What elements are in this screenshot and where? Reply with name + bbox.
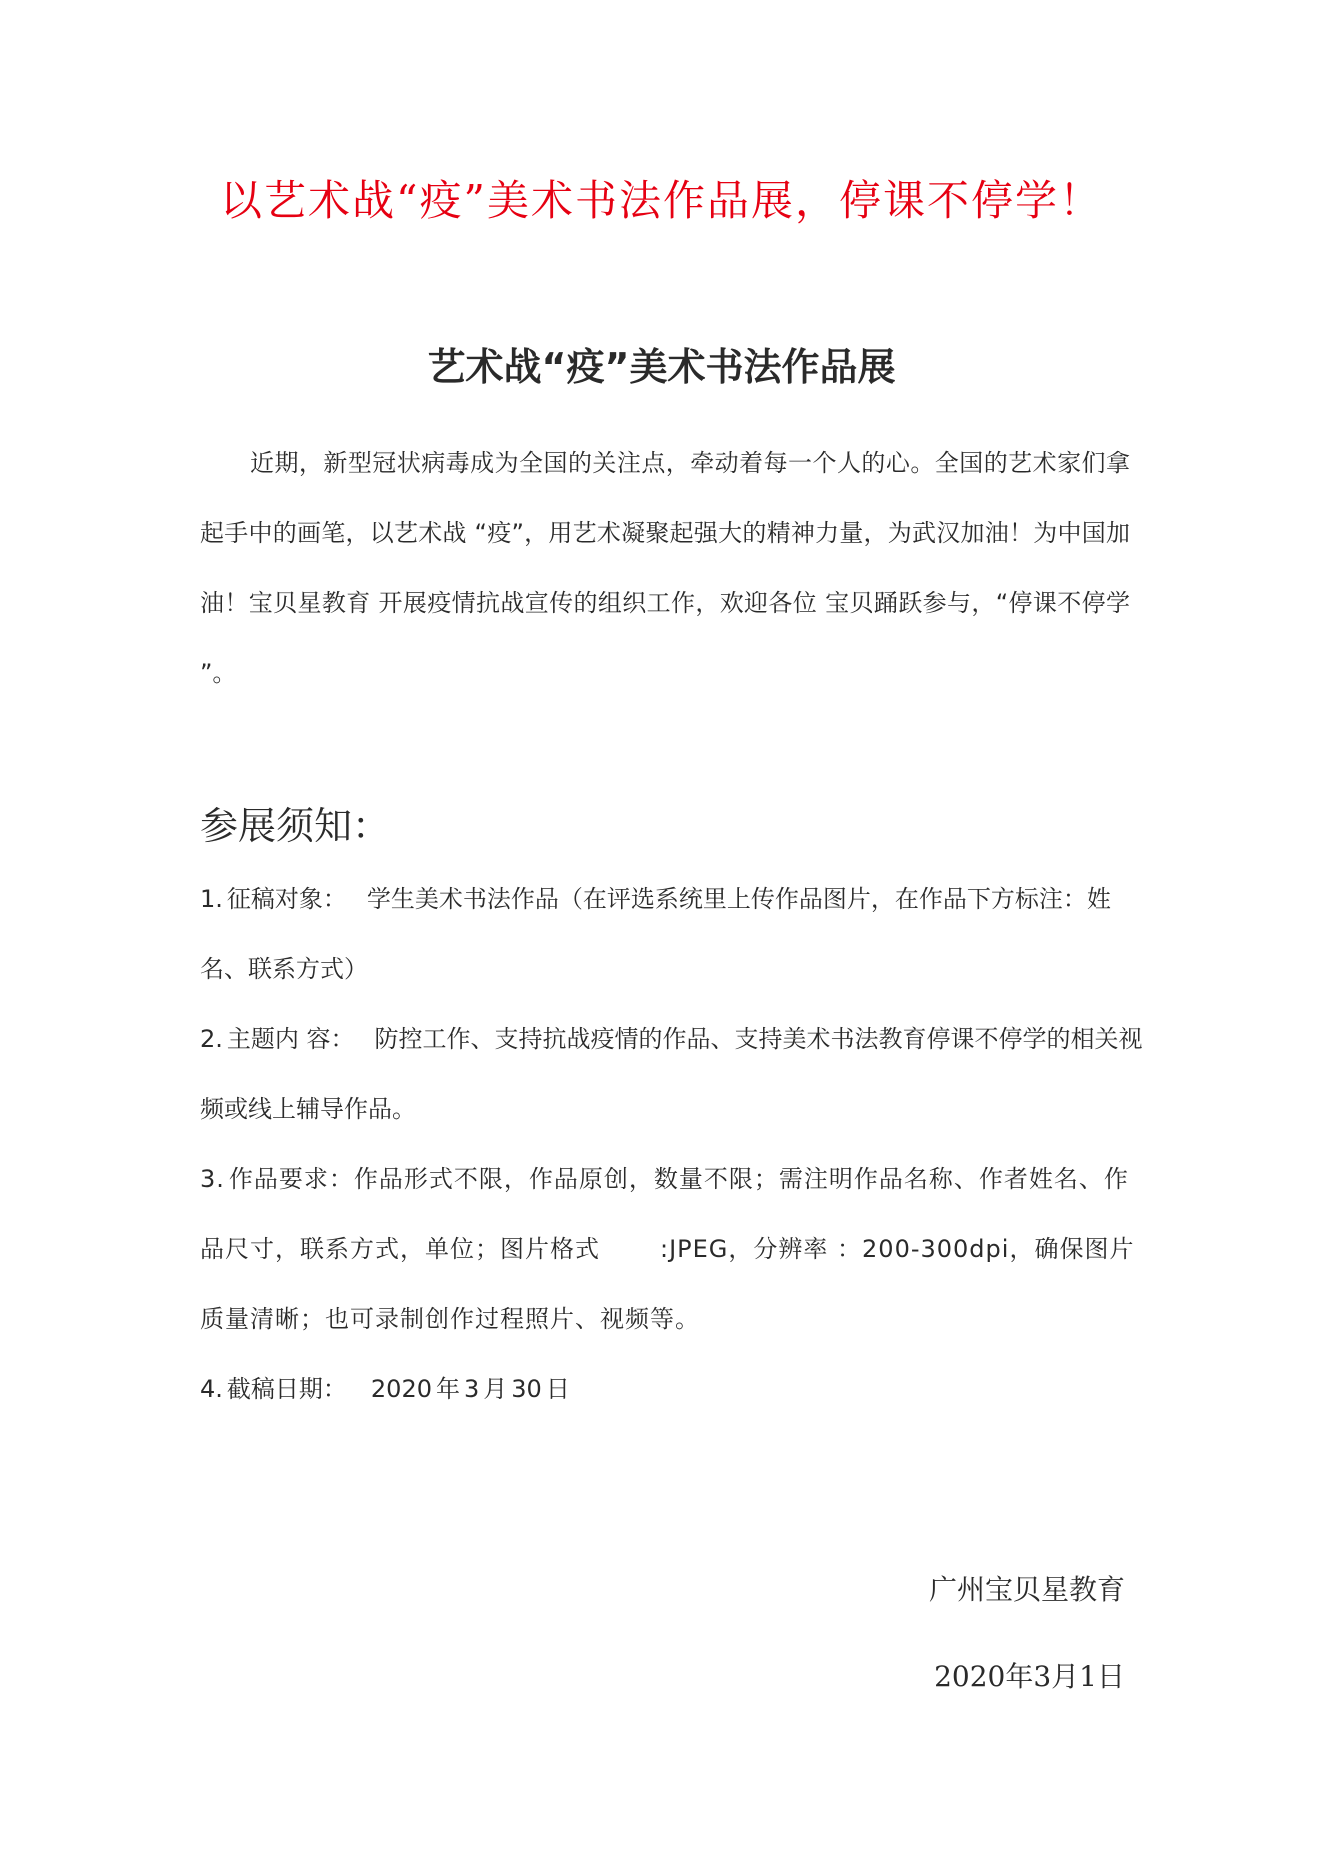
- notice-item-3: [200, 1144, 1150, 1354]
- deadline-month-unit: 月: [483, 1375, 508, 1403]
- item-number: 3.: [200, 1165, 225, 1193]
- sub-title: 艺术战“疫”美术书法作品展: [427, 345, 896, 389]
- main-title: 以艺术战“疫”美术书法作品展，停课不停学！: [220, 176, 1103, 225]
- signature-organization: 广州宝贝星教育: [928, 1573, 1125, 1606]
- item-label: 主题内 容：: [226, 1025, 355, 1053]
- item-content: 作品形式不限，作品原创，数量不限；需注明作品名称、作者姓名、作品尺寸，联系方式，单位；图片格式: [200, 1165, 1129, 1263]
- deadline-month: 3: [463, 1375, 480, 1403]
- notice-item-1: [200, 864, 1150, 1004]
- item-content-format: :JPEG，分辨率 ：200-300dpi，确保图片质量清晰；也可录制创作过程照片、视频等。: [200, 1235, 1135, 1333]
- item-content: 防控工作、支持抗战疫情的作品、支持美术书法教育停课不停学的相关视频或线上辅导作品。: [200, 1025, 1143, 1123]
- deadline-year: 2020: [370, 1375, 432, 1403]
- deadline-day: 30: [511, 1375, 542, 1403]
- deadline-day-unit: 日: [545, 1375, 570, 1403]
- deadline-year-unit: 年: [435, 1375, 460, 1403]
- notice-item-2: [200, 1004, 1150, 1144]
- signature-date: 2020年3月1日: [934, 1660, 1125, 1693]
- intro-paragraph: 近期，新型冠状病毒成为全国的关注点，牵动着每一个人的心。全国的艺术家们拿起手中的画笔，以艺术战 “疫”，用艺术凝聚起强大的精神力量，为武汉加油！为中国加油！宝贝星教育 开展疫情抗战宣传的组织工作，欢迎各位 宝贝踊跃参与，“停课不停学 ”。: [200, 449, 1130, 687]
- item-number: 4.: [200, 1375, 223, 1403]
- item-number: 2.: [200, 1025, 223, 1053]
- item-label: 作品要求：: [228, 1165, 354, 1193]
- item-content: 学生美术书法作品（在评选系统里上传作品图片，在作品下方标注：姓名、联系方式）: [200, 885, 1111, 983]
- notice-heading: 参展须知：: [200, 804, 391, 848]
- notice-item-4: [200, 1354, 1150, 1424]
- item-number: 1.: [200, 885, 223, 913]
- item-label: 征稿对象：: [226, 885, 347, 913]
- item-label: 截稿日期：: [226, 1375, 347, 1403]
